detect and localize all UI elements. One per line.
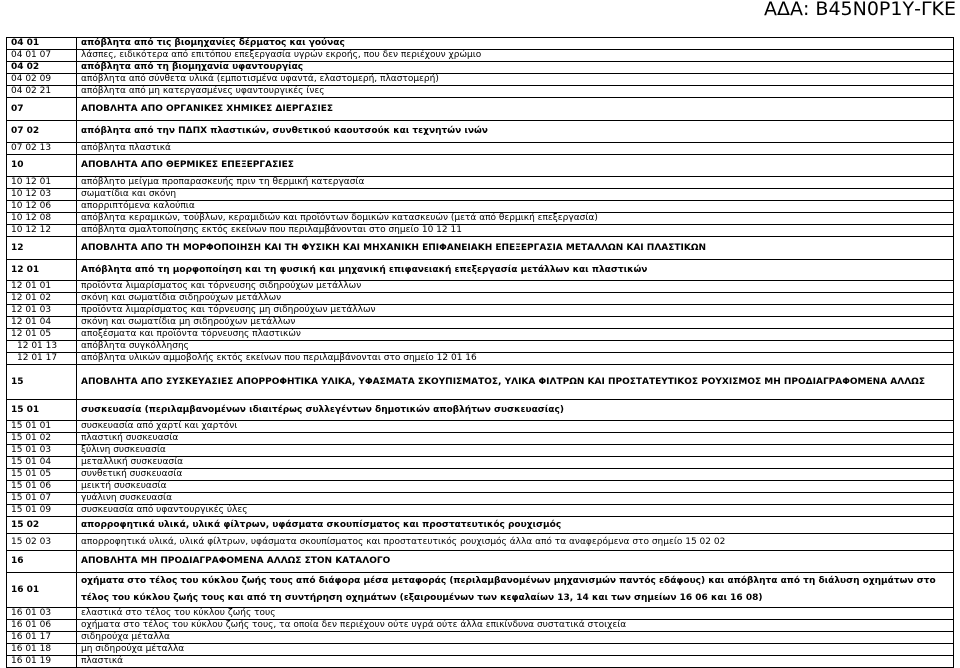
table-row: [7, 551, 954, 573]
row-description: λάσπες, ειδικότερα από επιτόπου επεξεργασία υγρών εκροής, που δεν περιέχουν χρώμιο: [77, 50, 954, 62]
row-description: απόβλητα από την ΠΔΠΧ πλαστικών, συνθετικού καουτσούκ και τεχνητών ινών: [77, 121, 954, 143]
row-description: συσκευασία (περιλαμβανομένων ιδιαιτέρως συλλεγέντων δημοτικών αποβλήτων συσκευασίας): [77, 400, 954, 421]
row-description: απορριπτόμενα καλούπια: [77, 201, 954, 213]
row-code: 16: [7, 551, 77, 573]
row-description: ΑΠΟΒΛΗΤΑ ΜΗ ΠΡΟΔΙΑΓΡΑΦΟΜΕΝΑ ΑΛΛΩΣ ΣΤΟΝ ΚΑΤΑΛΟΓΟ: [77, 551, 954, 573]
row-description: γυάλινη συσκευασία: [77, 493, 954, 505]
row-code: 15 01 04: [7, 457, 77, 469]
table-row: [7, 505, 954, 517]
row-description: μεταλλική συσκευασία: [77, 457, 954, 469]
table-row: [7, 329, 954, 341]
waste-catalog-table: [6, 37, 954, 668]
table-row: [7, 517, 954, 534]
table-row: [7, 213, 954, 225]
row-code: 10 12 06: [7, 201, 77, 213]
row-code: 12: [7, 237, 77, 260]
table-row: [7, 317, 954, 329]
table-row: [7, 341, 954, 353]
row-description: αποξέσματα και προϊόντα τόρνευσης πλαστικών: [77, 329, 954, 341]
row-description: συνθετική συσκευασία: [77, 469, 954, 481]
row-code: 12 01 02: [7, 293, 77, 305]
row-description: σωματίδια και σκόνη: [77, 189, 954, 201]
row-description: μεικτή συσκευασία: [77, 481, 954, 493]
row-description: απορροφητικά υλικά, υλικά φίλτρων, υφάσματα σκουπίσματος και προστατευτικός ρουχισμός: [77, 517, 954, 534]
table-row: [7, 225, 954, 237]
row-code: 12 01 04: [7, 317, 77, 329]
row-code: 15 01 03: [7, 445, 77, 457]
table-row: [7, 400, 954, 421]
row-code: 15: [7, 365, 77, 400]
table-row: [7, 177, 954, 189]
table-row: [7, 62, 954, 74]
row-code: 04 01 07: [7, 50, 77, 62]
table-row: [7, 608, 954, 620]
row-description: μη σιδηρούχα μέταλλα: [77, 644, 954, 656]
table-row: [7, 50, 954, 62]
row-description: προϊόντα λιμαρίσματος και τόρνευσης σιδηρούχων μετάλλων: [77, 281, 954, 293]
row-description: οχήματα στο τέλος του κύκλου ζωής τους, τα οποία δεν περιέχουν ούτε υγρά ούτε άλλα επικίνδυνα συστατικά στοιχεία: [77, 620, 954, 632]
row-code: 16 01 19: [7, 656, 77, 668]
row-code: 12 01 13: [7, 341, 77, 353]
table-row: [7, 155, 954, 177]
table-row: [7, 644, 954, 656]
row-description: απόβλητα από τη βιομηχανία υφαντουργίας: [77, 62, 954, 74]
row-code: 15 02: [7, 517, 77, 534]
table-row: [7, 86, 954, 98]
table-row: [7, 632, 954, 644]
row-description: σκόνη και σωματίδια μη σιδηρούχων μετάλλων: [77, 317, 954, 329]
row-description: απόβλητα πλαστικά: [77, 143, 954, 155]
row-description: ξύλινη συσκευασία: [77, 445, 954, 457]
table-row: [7, 433, 954, 445]
table-row: [7, 353, 954, 365]
row-code: 04 02 09: [7, 74, 77, 86]
row-code: 10 12 03: [7, 189, 77, 201]
row-code: 10 12 08: [7, 213, 77, 225]
row-code: 15 01 06: [7, 481, 77, 493]
table-row: [7, 656, 954, 668]
row-code: 16 01 03: [7, 608, 77, 620]
row-description: απόβλητα υλικών αμμοβολής εκτός εκείνων που περιλαμβάνονται στο σημείο 12 01 16: [77, 353, 954, 365]
table-row: [7, 305, 954, 317]
row-code: 04 01: [7, 38, 77, 50]
table-row: [7, 469, 954, 481]
table-row: [7, 481, 954, 493]
row-code: 15 01 05: [7, 469, 77, 481]
row-description: ΑΠΟΒΛΗΤΑ ΑΠΟ ΣΥΣΚΕΥΑΣΙΕΣ ΑΠΟΡΡΟΦΗΤΙΚΑ ΥΛΙΚΑ, ΥΦΑΣΜΑΤΑ ΣΚΟΥΠΙΣΜΑΤΟΣ, ΥΛΙΚΑ ΦΙΛΤΡΩΝ ΚΑΙ ΠΡΟΣΤΑΤΕΥΤΙΚΟΣ ΡΟΥΧΙΣΜΟΣ ΜΗ ΠΡΟΔΙΑΓΡΑΦΟΜΕΝΑ ΑΛΛΩΣ: [77, 365, 954, 400]
row-code: 16 01 18: [7, 644, 77, 656]
row-description: απόβλητα από σύνθετα υλικά (εμποτισμένα υφαντά, ελαστομερή, πλαστομερή): [77, 74, 954, 86]
row-description: ΑΠΟΒΛΗΤΑ ΑΠΟ ΘΕΡΜΙΚΕΣ ΕΠΕΞΕΡΓΑΣΙΕΣ: [77, 155, 954, 177]
table-row: [7, 121, 954, 143]
row-code: 10 12 01: [7, 177, 77, 189]
row-code: 15 01 07: [7, 493, 77, 505]
table-row: [7, 457, 954, 469]
row-code: 10: [7, 155, 77, 177]
row-description: Απόβλητα από τη μορφοποίηση και τη φυσική και μηχανική επιφανειακή επεξεργασία μετάλλων και πλαστικών: [77, 260, 954, 281]
row-code: 16 01 06: [7, 620, 77, 632]
ada-stamp: ΑΔΑ: Β45Ν0Ρ1Υ-ΓΚΕ: [763, 0, 956, 20]
row-description: ΑΠΟΒΛΗΤΑ ΑΠΟ ΤΗ ΜΟΡΦΟΠΟΙΗΣΗ ΚΑΙ ΤΗ ΦΥΣΙΚΗ ΚΑΙ ΜΗΧΑΝΙΚΗ ΕΠΙΦΑΝΕΙΑΚΗ ΕΠΕΞΕΡΓΑΣΙΑ ΜΕΤΑΛΛΩΝ ΚΑΙ ΠΛΑΣΤΙΚΩΝ: [77, 237, 954, 260]
row-description: ελαστικά στο τέλος του κύκλου ζωής τους: [77, 608, 954, 620]
row-code: 07 02 13: [7, 143, 77, 155]
row-code: 15 02 03: [7, 534, 77, 551]
table-row: [7, 38, 954, 50]
table-row: [7, 189, 954, 201]
row-description: σιδηρούχα μέταλλα: [77, 632, 954, 644]
row-description: απόβλητα από τις βιομηχανίες δέρματος και γούνας: [77, 38, 954, 50]
row-code: 15 01 01: [7, 421, 77, 433]
row-code: 10 12 12: [7, 225, 77, 237]
table-row: [7, 573, 954, 608]
row-description: απόβλητα από μη κατεργασμένες υφαντουργικές ίνες: [77, 86, 954, 98]
table-row: [7, 237, 954, 260]
table-row: [7, 281, 954, 293]
row-description: προϊόντα λιμαρίσματος και τόρνευσης μη σιδηρούχων μετάλλων: [77, 305, 954, 317]
table-row: [7, 493, 954, 505]
table-row: [7, 260, 954, 281]
row-description: απόβλητα συγκόλλησης: [77, 341, 954, 353]
row-code: 16 01 17: [7, 632, 77, 644]
row-code: 04 02 21: [7, 86, 77, 98]
row-code: 12 01 05: [7, 329, 77, 341]
row-description: συσκευασία από υφαντουργικές ύλες: [77, 505, 954, 517]
row-code: 12 01: [7, 260, 77, 281]
row-code: 15 01: [7, 400, 77, 421]
row-code: 12 01 03: [7, 305, 77, 317]
table-row: [7, 421, 954, 433]
row-description: σκόνη και σωματίδια σιδηρούχων μετάλλων: [77, 293, 954, 305]
row-description: απορροφητικά υλικά, υλικά φίλτρων, υφάσματα σκουπίσματος και προστατευτικός ρουχισμός άλλα από τα αναφερόμενα στο σημείο 15 02 02: [77, 534, 954, 551]
row-description: απόβλητα σμαλτοποίησης εκτός εκείνων που περιλαμβάνονται στο σημείο 10 12 11: [77, 225, 954, 237]
row-code: 15 01 02: [7, 433, 77, 445]
table-row: [7, 365, 954, 400]
table-row: [7, 143, 954, 155]
row-description: πλαστική συσκευασία: [77, 433, 954, 445]
row-code: 15 01 09: [7, 505, 77, 517]
row-description: ΑΠΟΒΛΗΤΑ ΑΠΟ ΟΡΓΑΝΙΚΕΣ ΧΗΜΙΚΕΣ ΔΙΕΡΓΑΣΙΕΣ: [77, 98, 954, 121]
table-row: [7, 98, 954, 121]
row-description: απόβλητο μείγμα προπαρασκευής πριν τη θερμική κατεργασία: [77, 177, 954, 189]
row-code: 12 01 17: [7, 353, 77, 365]
row-description: πλαστικά: [77, 656, 954, 668]
row-code: 12 01 01: [7, 281, 77, 293]
row-code: 07: [7, 98, 77, 121]
table-row: [7, 201, 954, 213]
table-row: [7, 74, 954, 86]
row-description: συσκευασία από χαρτί και χαρτόνι: [77, 421, 954, 433]
table-row: [7, 620, 954, 632]
row-code: 16 01: [7, 573, 77, 608]
table-row: [7, 293, 954, 305]
row-description: απόβλητα κεραμικών, τούβλων, κεραμιδιών και προϊόντων δομικών κατασκευών (μετά από θερμική επεξεργασία): [77, 213, 954, 225]
row-code: 07 02: [7, 121, 77, 143]
table-row: [7, 534, 954, 551]
row-description: οχήματα στο τέλος του κύκλου ζωής τους από διάφορα μέσα μεταφοράς (περιλαμβανομένων μηχανισμών παντός εδάφους) και απόβλητα από τη διάλυση οχημάτων στο τέλος του κύκλου ζωής τους και από τη συντήρηση οχημάτων (εξαιρουμένων των κεφαλαίων 13, 14 και των σημείων 16 06 και 16 08): [77, 573, 954, 608]
row-code: 04 02: [7, 62, 77, 74]
table-row: [7, 445, 954, 457]
